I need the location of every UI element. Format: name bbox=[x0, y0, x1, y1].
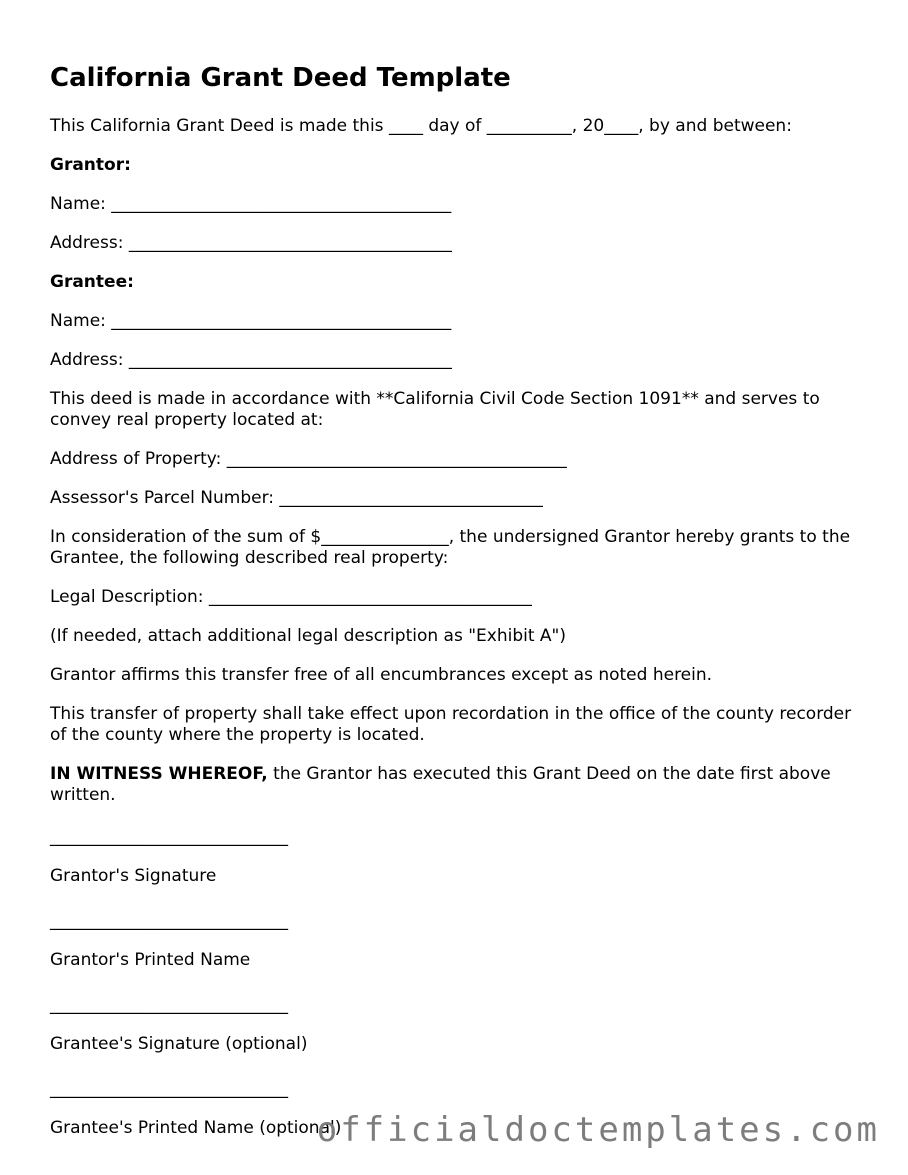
witness-paragraph bbox=[50, 764, 860, 806]
deed-document bbox=[50, 60, 860, 1157]
signature-line: ____________________________ bbox=[50, 995, 288, 1015]
signature-block-grantor bbox=[50, 827, 860, 887]
grantor-name-field: Name: ________________________________________ bbox=[50, 194, 452, 214]
apn-field: Assessor's Parcel Number: _______________________________ bbox=[50, 488, 543, 508]
document-title: California Grant Deed Template bbox=[50, 63, 511, 93]
grantee-name-field: Name: ________________________________________ bbox=[50, 311, 452, 331]
signature-label: Grantor's Signature bbox=[50, 866, 217, 886]
witness-lead: IN WITNESS WHEREOF, bbox=[50, 764, 268, 784]
consideration-paragraph: In consideration of the sum of $_______________, the undersigned Grantor hereby grants to the Grantee, the following described real property: bbox=[50, 527, 851, 568]
signature-line: ____________________________ bbox=[50, 911, 288, 931]
legal-description-field: Legal Description: ______________________________________ bbox=[50, 587, 532, 607]
exhibit-note: (If needed, attach additional legal description as "Exhibit A") bbox=[50, 626, 567, 646]
watermark-text: officialdoctemplates.com bbox=[316, 1110, 880, 1150]
signature-label: Grantor's Printed Name bbox=[50, 950, 251, 970]
grantee-address-field: Address: ______________________________________ bbox=[50, 350, 452, 370]
signature-line: ____________________________ bbox=[50, 827, 288, 847]
signature-block-grantor-printed bbox=[50, 911, 860, 971]
property-address-field: Address of Property: ________________________________________ bbox=[50, 449, 567, 469]
affirmation-paragraph: Grantor affirms this transfer free of all encumbrances except as noted herein. bbox=[50, 665, 713, 685]
accordance-paragraph: This deed is made in accordance with **California Civil Code Section 1091** and serves to convey real property located at: bbox=[50, 389, 820, 430]
intro-paragraph: This California Grant Deed is made this ____ day of __________, 20____, by and between: bbox=[50, 116, 792, 136]
signature-line: ____________________________ bbox=[50, 1079, 288, 1099]
grantor-address-field: Address: ______________________________________ bbox=[50, 233, 452, 253]
signature-block-grantee bbox=[50, 995, 860, 1055]
signature-label: Grantee's Signature (optional) bbox=[50, 1034, 308, 1054]
grantee-heading: Grantee: bbox=[50, 272, 134, 292]
signature-label: Grantee's Printed Name (optional) bbox=[50, 1118, 342, 1138]
witness-text: the Grantor has executed this Grant Deed on the date first above written. bbox=[50, 764, 831, 805]
effect-paragraph: This transfer of property shall take effect upon recordation in the office of the county recorder of the county where the property is located. bbox=[50, 704, 852, 745]
grantor-heading: Grantor: bbox=[50, 155, 131, 175]
